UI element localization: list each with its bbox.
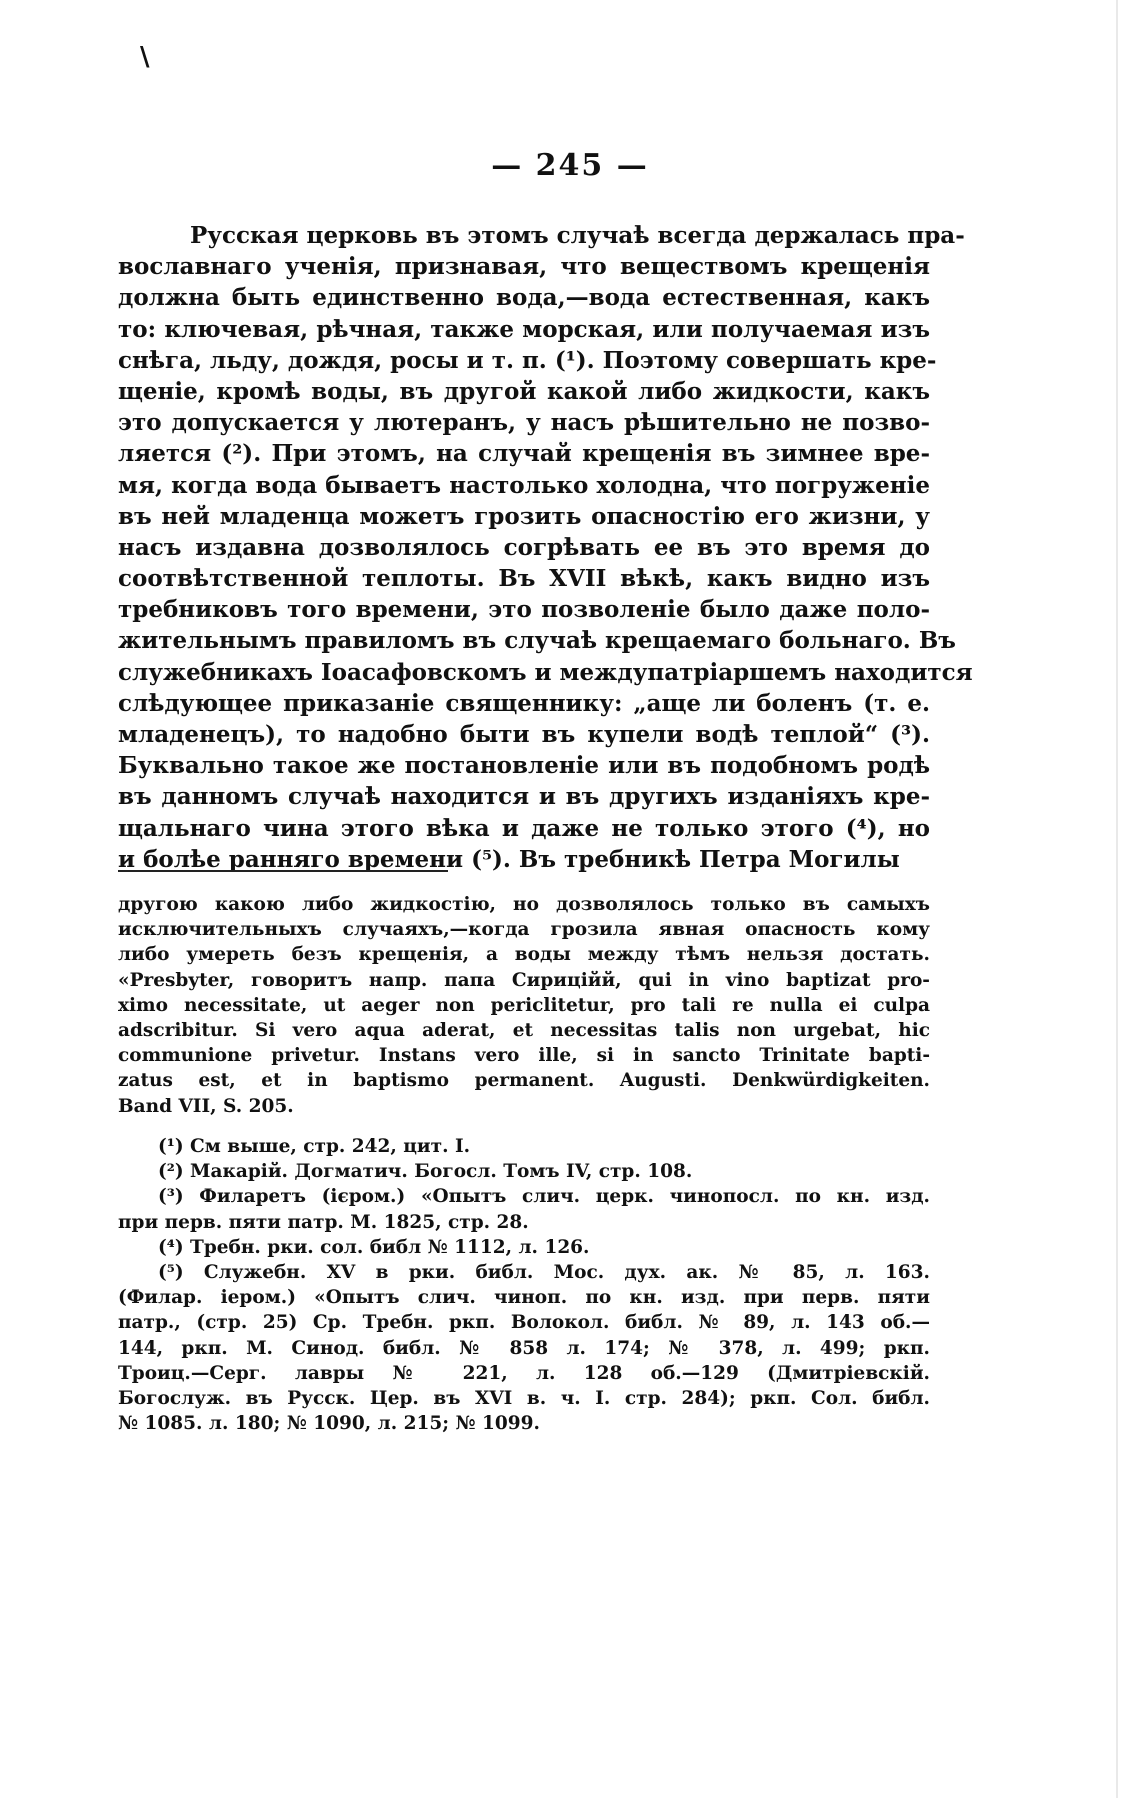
footnote-5 xyxy=(118,1260,930,1436)
body-line: въ данномъ случаѣ находится и въ другихъ изданіяхъ кре- xyxy=(118,783,930,811)
stray-mark: \ xyxy=(140,42,150,72)
footnote-line: другою какою либо жидкостію, но дозволялось только въ самыхъ xyxy=(118,894,930,915)
footnote-line: либо умереть безъ крещенія, а воды между тѣмъ нельзя достать. xyxy=(118,944,930,966)
footnote-continuation xyxy=(118,892,930,1119)
body-line: щальнаго чина этого вѣка и даже не только этого (⁴), но xyxy=(118,814,930,842)
footnote-line: Богослуж. въ Русск. Цер. въ XVI в. ч. I. стр. 284); ркп. Сол. библ. xyxy=(118,1387,930,1409)
footnote-line: (Филар. іером.) «Опытъ слич. чиноп. по кн. изд. при перв. пяти xyxy=(118,1287,930,1309)
footnote-line: (¹) См выше, стр. 242, цит. I. xyxy=(158,1136,471,1157)
footnote-line: zatus est, et in baptismo permanent. Augusti. Denkwürdigkeiten. xyxy=(118,1070,930,1092)
page-number: — 245 — xyxy=(491,148,649,183)
footnote-line: № 1085. л. 180; № 1090, л. 215; № 1099. xyxy=(118,1413,540,1435)
footnote-line: при перв. пяти патр. М. 1825, стр. 28. xyxy=(118,1211,529,1233)
footnote-4 xyxy=(118,1235,930,1260)
body-line: Буквально такое же постановленіе или въ подобномъ родѣ xyxy=(118,752,930,780)
footnote-line: Троиц.—Серг. лавры № 221, л. 128 об.—129 (Дмитріевскій. xyxy=(118,1362,930,1384)
footnote-3 xyxy=(118,1184,930,1234)
body-line: насъ издавна дозволялось согрѣвать ее въ это время до xyxy=(118,533,930,561)
body-line: снѣга, льду, дождя, росы и т. п. (¹). Поэтому совершать кре- xyxy=(118,346,937,374)
body-line: служебникахъ Іоасафовскомъ и междупатріаршемъ находится xyxy=(118,658,973,686)
body-line: щеніе, кромѣ воды, въ другой какой либо жидкости, какъ xyxy=(118,377,930,405)
body-line: младенецъ), то надобно быти въ купели водѣ теплой“ (³). xyxy=(118,721,930,748)
body-line: вославнаго ученія, признавая, что веществомъ крещенія xyxy=(118,253,930,281)
footnote-line: 144, ркп. М. Синод. библ. № 858 л. 174; № 378, л. 499; ркп. xyxy=(118,1337,930,1359)
main-text xyxy=(118,220,973,875)
body-line: въ ней младенца можетъ грозить опасностію его жизни, у xyxy=(118,502,930,530)
footnote-rule xyxy=(118,870,448,872)
footnote-line: ximo necessitate, ut aeger non periclitetur, pro tali re nulla ei culpa xyxy=(118,994,930,1016)
body-line: должна быть единственно вода,—вода естественная, какъ xyxy=(118,284,930,312)
footnotes xyxy=(118,1134,930,1436)
body-line: требниковъ того времени, это позволеніе было даже поло- xyxy=(118,596,930,624)
footnote-line: (²) Макарій. Догматич. Богосл. Томъ IV, стр. 108. xyxy=(158,1161,693,1183)
footnote-line: исключительныхъ случаяхъ,—когда грозила явная опасность кому xyxy=(118,919,930,941)
body-line: это допускается у лютеранъ, у насъ рѣшительно не позво- xyxy=(118,409,930,437)
footnote-line: communione privetur. Instans vero ille, si in sancto Trinitate bapti- xyxy=(118,1045,930,1067)
footnote-2 xyxy=(118,1159,930,1184)
body-line: слѣдующее приказаніе священнику: „аще ли боленъ (т. е. xyxy=(118,689,930,717)
footnote-line: adscribitur. Si vero aqua aderat, et necessitas talis non urgebat, hic xyxy=(118,1019,930,1041)
body-line: соотвѣтственной теплоты. Въ XVII вѣкѣ, какъ видно изъ xyxy=(118,565,930,593)
footnote-line: (⁴) Требн. рки. сол. библ № 1112, л. 126. xyxy=(158,1236,590,1258)
body-line: жительнымъ правиломъ въ случаѣ крещаемаго больнаго. Въ xyxy=(118,627,956,655)
body-line: то: ключевая, рѣчная, также морская, или получаемая изъ xyxy=(118,315,930,343)
footnote-line: патр., (стр. 25) Ср. Требн. ркп. Волокол. библ. № 89, л. 143 об.— xyxy=(118,1312,930,1334)
footnote-line: (³) Филаретъ (ієром.) «Опытъ слич. церк. чинопосл. по кн. изд. xyxy=(158,1186,930,1208)
footnote-line: Band VII, S. 205. xyxy=(118,1095,294,1117)
page-edge xyxy=(1116,0,1118,1798)
footnote-line: (⁵) Служебн. XV в рки. библ. Мос. дух. ак. № 85, л. 163. xyxy=(158,1261,930,1283)
body-line: и болѣе ранняго времени (⁵). Въ требникѣ Петра Могилы xyxy=(118,845,900,873)
body-line: мя, когда вода бываетъ настолько холодна, что погруженіе xyxy=(118,471,930,499)
footnote-1 xyxy=(118,1134,930,1159)
body-line: Русская церковь въ этомъ случаѣ всегда держалась пра- xyxy=(190,222,965,249)
footnote-line: «Presbyter, говоритъ напр. папа Сириційй, qui in vino baptizat pro- xyxy=(118,969,930,991)
body-line: ляется (²). При этомъ, на случай крещенія въ зимнее вре- xyxy=(118,440,930,468)
